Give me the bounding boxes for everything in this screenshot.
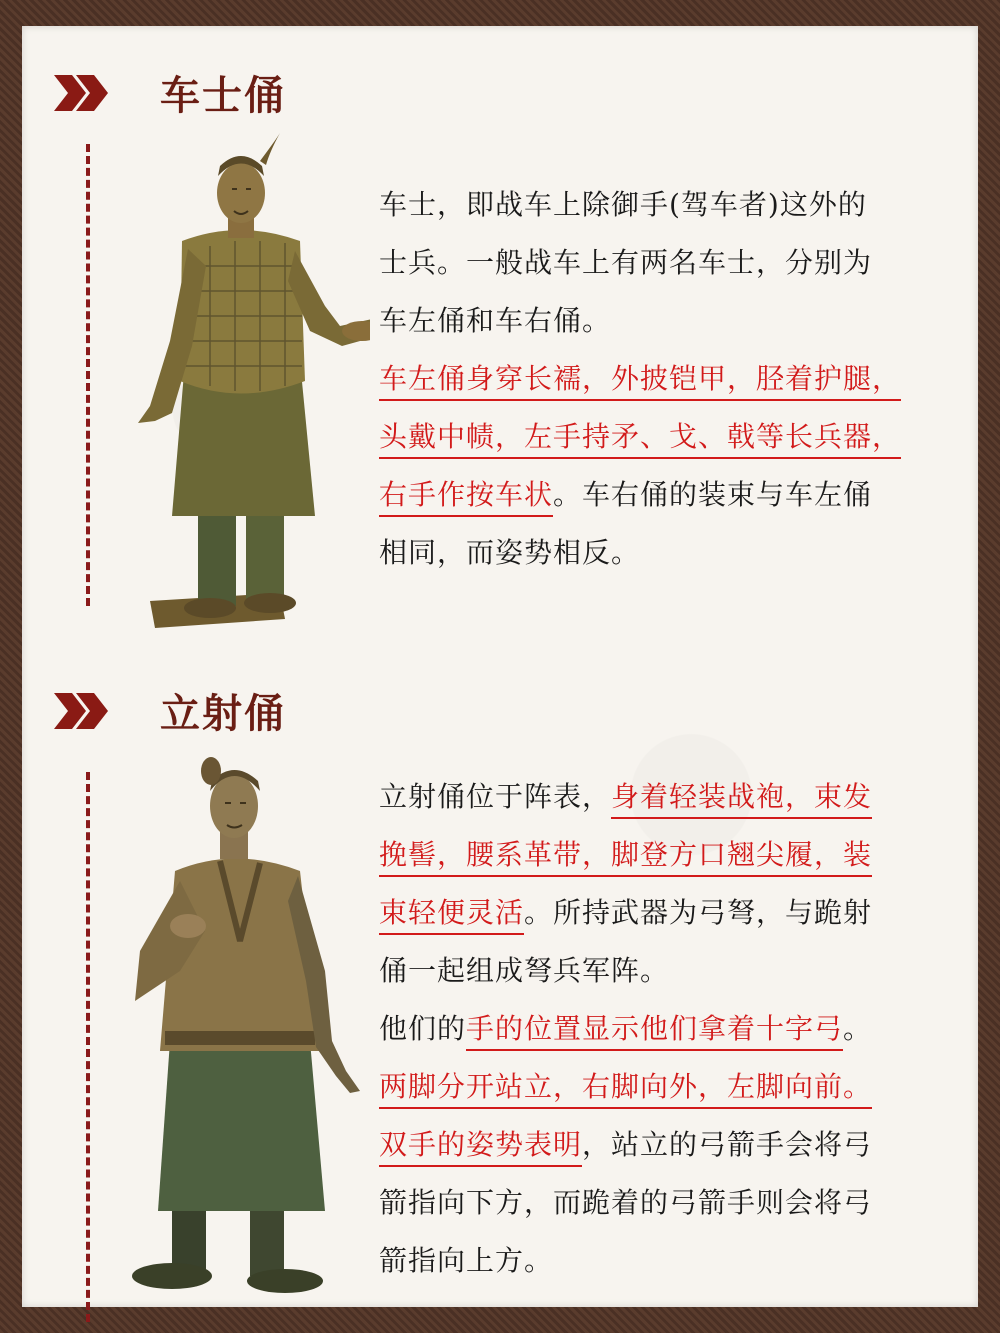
section-text [379,176,979,582]
body-text: ，站立的弓箭手会将弓 [582,1128,873,1161]
body-text: 。车右俑的装束与车左俑 [553,478,873,511]
dashed-divider [86,144,90,606]
text-line [379,942,979,1000]
highlighted-text: 手的位置显示他们拿着十字弓 [466,1012,843,1051]
highlighted-text: 车左俑身穿长襦，外披铠甲，胫着护腿， [379,362,901,401]
text-line [379,408,979,466]
text-line [379,292,979,350]
body-text: 。所持武器为弓弩，与跪射 [524,896,873,929]
body-text: 士兵。一般战车上有两名车士，分别为 [379,246,873,279]
terracotta-standing-archer-icon [110,751,365,1306]
text-line [379,1174,979,1232]
section-text [379,768,979,1290]
double-chevron-icon [52,691,112,731]
text-line [379,350,979,408]
body-text: 他们的 [379,1012,467,1045]
highlighted-text: 挽髻，腰系革带，脚登方口翘尖履，装 [379,838,872,877]
section-charioteer [22,26,978,646]
section-heading [52,682,286,739]
highlighted-text: 双手的姿势表明 [379,1128,582,1167]
section-title: 车士俑 [160,72,286,119]
body-text: 。 [843,1012,873,1045]
terracotta-charioteer-icon [110,131,370,636]
text-line [379,176,979,234]
text-line [379,524,979,582]
dashed-divider [86,772,90,1322]
text-line [379,1232,979,1290]
section-title: 立射俑 [160,690,286,737]
section-standing-archer [22,666,978,1306]
body-text: 俑一起组成弩兵军阵。 [379,954,670,987]
highlighted-text: 身着轻装战袍，束发 [611,780,872,819]
text-line [379,1058,979,1116]
text-line [379,234,979,292]
text-line [379,826,979,884]
text-line [379,466,979,524]
text-line [379,768,979,826]
double-chevron-icon [52,73,112,113]
text-line [379,1116,979,1174]
highlighted-text: 束轻便灵活 [379,896,524,935]
body-text: 相同，而姿势相反。 [379,536,641,569]
paper-background [22,26,978,1307]
text-line [379,1000,979,1058]
body-text: 车左俑和车右俑。 [379,304,612,337]
text-line [379,884,979,942]
body-text: 车士，即战车上除御手(驾车者)这外的 [379,188,867,221]
highlighted-text: 两脚分开站立，右脚向外，左脚向前。 [379,1070,872,1109]
body-text: 箭指向下方，而跪着的弓箭手则会将弓 [379,1186,873,1219]
highlighted-text: 头戴中帻，左手持矛、戈、戟等长兵器， [379,420,901,459]
highlighted-text: 右手作按车状 [379,478,553,517]
body-text: 立射俑位于阵表， [379,780,612,813]
section-heading [52,64,286,121]
body-text: 箭指向上方。 [379,1244,554,1277]
